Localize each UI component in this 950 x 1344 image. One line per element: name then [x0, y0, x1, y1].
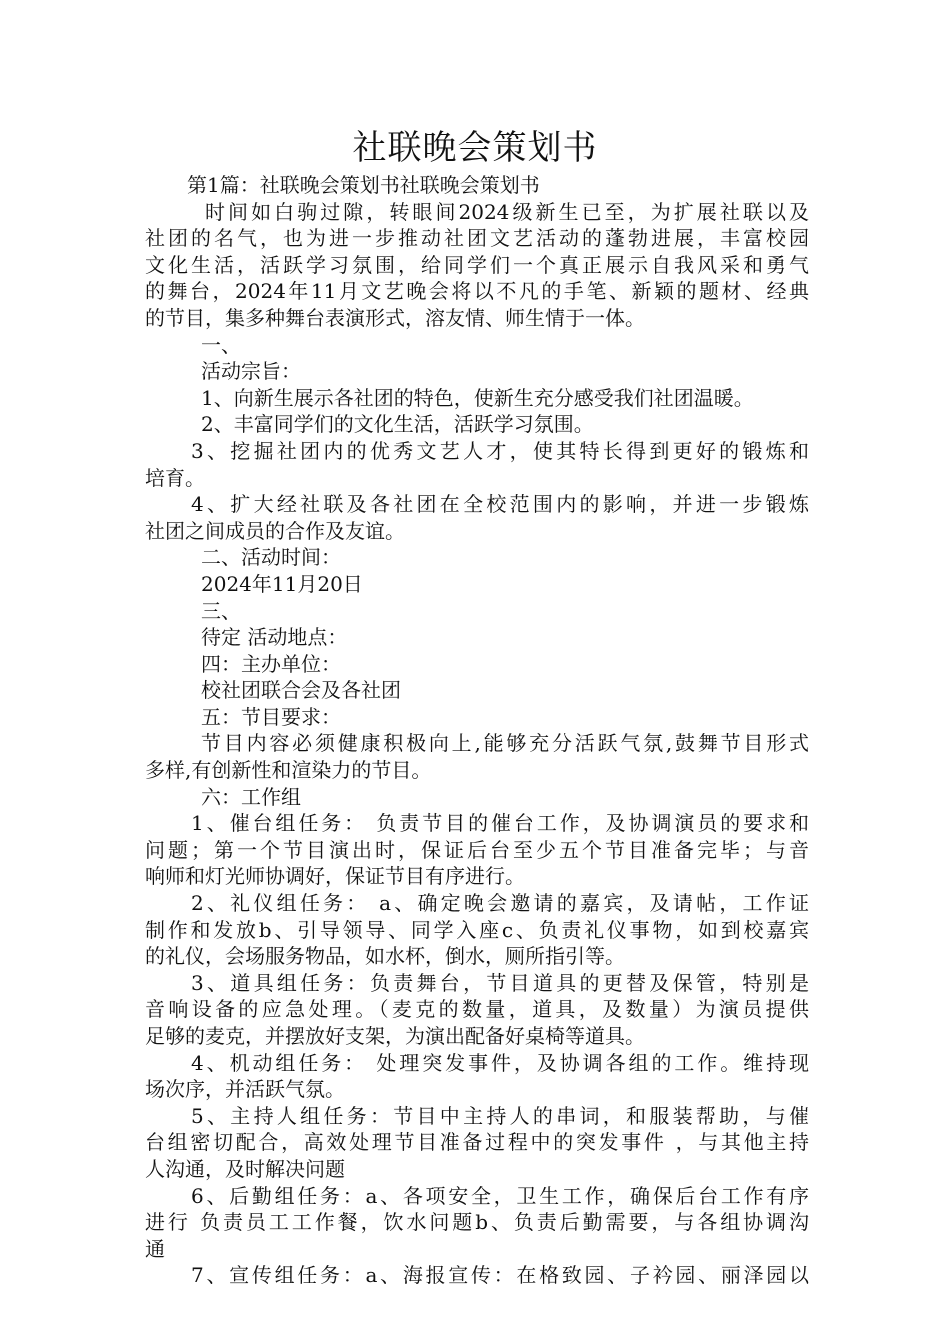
section-heading: 五：节目要求：	[201, 704, 341, 729]
task-item-continuation: 人沟通，及时解决问题	[145, 1156, 345, 1181]
organizer-text: 校社团联合会及各社团	[201, 678, 401, 703]
task-item: 5、主持人组任务：节目中主持人的串词，和服装帮助，与催	[191, 1103, 809, 1128]
list-item-continuation: 社团之间成员的合作及友谊。	[145, 518, 405, 543]
list-item-continuation: 培育。	[145, 465, 205, 490]
task-item: 6、后勤组任务：a、各项安全，卫生工作，确保后台工作有序	[191, 1183, 809, 1208]
task-item: 4、机动组任务： 处理突发事件，及协调各组的工作。维持现	[191, 1050, 809, 1075]
paragraph-line: 的节目，集多种舞台表演形式，溶友情、师生情于一体。	[145, 305, 645, 330]
section-heading: 二、活动时间：	[201, 545, 341, 570]
task-item-continuation: 通	[145, 1236, 165, 1261]
task-item: 3、道具组任务：负责舞台，节目道具的更替及保管，特别是	[191, 970, 809, 995]
list-item: 4、扩大经社联及各社团在全校范围内的影响，并进一步锻炼	[191, 492, 809, 517]
task-item-continuation: 进行 负责员工工作餐，饮水问题b、负责后勤需要，与各组协调沟	[145, 1210, 809, 1235]
chapter-heading: 第1篇：社联晚会策划书社联晚会策划书	[187, 173, 540, 197]
paragraph-line: 节目内容必须健康积极向上,能够充分活跃气氛,鼓舞节目形式	[201, 731, 809, 756]
section-heading: 待定 活动地点：	[201, 625, 348, 650]
task-item-continuation: 音响设备的应急处理。（麦克的数量，道具，及数量）为演员提供	[145, 997, 809, 1022]
task-item: 2、礼仪组任务： a、确定晚会邀请的嘉宾，及请帖，工作证	[191, 891, 809, 916]
event-date: 2024年11月20日	[201, 571, 363, 596]
list-item: 1、向新生展示各社团的特色，使新生充分感受我们社团温暖。	[201, 385, 754, 410]
task-item-continuation: 制作和发放b、引导领导、同学入座c、负责礼仪事物，如到校嘉宾	[145, 917, 809, 942]
task-item: 7、宣传组任务：a、海报宣传：在格致园、子衿园、丽泽园以	[191, 1263, 809, 1288]
task-item-continuation: 响师和灯光师协调好，保证节目有序进行。	[145, 864, 525, 889]
task-item-continuation: 场次序，并活跃气氛。	[145, 1077, 345, 1102]
paragraph-line: 多样,有创新性和渲染力的节目。	[145, 758, 432, 783]
list-item: 2、丰富同学们的文化生活，活跃学习氛围。	[201, 412, 594, 437]
task-item-continuation: 的礼仪，会场服务物品，如水杯，倒水，厕所指引等。	[145, 944, 625, 969]
section-heading: 四：主办单位：	[201, 651, 341, 676]
task-item-continuation: 问题；第一个节目演出时，保证后台至少五个节目准备完毕；与音	[145, 837, 809, 862]
task-item-continuation: 台组密切配合，高效处理节目准备过程中的突发事件 ，与其他主持	[145, 1130, 809, 1155]
document-body	[145, 172, 809, 1289]
section-heading: 六：工作组	[201, 784, 301, 809]
section-number: 三、	[201, 598, 241, 623]
paragraph-line: 文化生活，活跃学习氛围，给同学们一个真正展示自我风采和勇气	[145, 252, 809, 277]
list-item: 3、挖掘社团内的优秀文艺人才，使其特长得到更好的锻炼和	[191, 438, 809, 463]
section-heading: 活动宗旨：	[201, 359, 301, 384]
task-item: 1、催台组任务： 负责节目的催台工作，及协调演员的要求和	[191, 811, 809, 836]
section-number: 一、	[201, 332, 241, 357]
paragraph-line: 社团的名气，也为进一步推动社团文艺活动的蓬勃进展，丰富校园	[145, 226, 809, 251]
document-title: 社联晚会策划书	[352, 128, 598, 168]
paragraph-line: 的舞台，2024年11月文艺晚会将以不凡的手笔、新颖的题材、经典	[145, 279, 809, 304]
task-item-continuation: 足够的麦克，并摆放好支架，为演出配备好桌椅等道具。	[145, 1024, 645, 1048]
paragraph-line: 时间如白驹过隙，转眼间2024级新生已至，为扩展社联以及	[205, 199, 809, 224]
